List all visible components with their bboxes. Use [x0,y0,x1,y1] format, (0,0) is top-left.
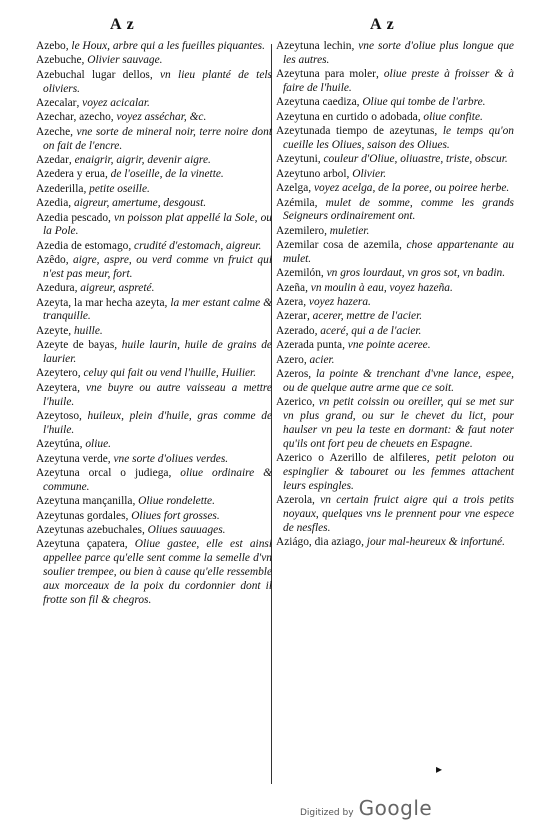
entry-headword: Azeytuna mançanilla [36,495,133,508]
entry-definition: , huileux, plein d'huile, gras comme de l'huile. [43,410,272,436]
dictionary-entry [36,197,272,211]
entry-definition: , Oliue qui tombe de l'arbre. [356,96,486,109]
dictionary-entry [36,254,272,282]
entry-headword: Azero [276,353,304,366]
entry-definition: , vn gros lourdaut, vn gros sot, vn badin. [320,267,506,280]
dictionary-entry [36,510,272,524]
entry-headword: Azeytuna verde [36,452,108,465]
entry-definition: , acier. [303,353,335,366]
dictionary-entry [36,183,272,197]
entry-definition: , Oliue gastee, elle est ainsi appellee parce qu'elle sent comme la semelle d'vn soulier trempee, ou bien à cause qu'elle ressemble aux morceaux de la poix du cordonnier dont il frotte son fil & chegros. [43,538,272,606]
dictionary-entry [36,212,272,240]
entry-headword: Azerico [276,396,313,409]
entry-definition: , vne buyre ou autre vaisseau a mettre l'huile. [43,381,272,408]
entry-definition: , aigre, aspre, ou verd comme vn fruict qui n'est pas meur, fort. [43,254,272,280]
dictionary-entry [276,267,514,281]
entry-headword: Azemilar cosa de azemila [276,239,399,252]
entry-definition: , vn lieu planté de tels oliviers. [43,68,272,95]
entry-headword: Azeytúna [36,438,80,451]
dictionary-entry [36,126,272,154]
dictionary-entry [36,282,272,296]
entry-definition: , celuy qui fait ou vend l'huille, Huilier. [77,367,257,380]
entry-headword: Azeytunas azebuchales [36,523,142,536]
dictionary-entry [276,197,514,225]
entry-definition: , Oliue rondelette. [132,495,215,508]
entry-definition: , Oliues fort grosses. [125,509,220,522]
dictionary-entry [276,325,514,339]
entry-headword: Azeytera [36,381,78,394]
dictionary-entry [276,125,514,153]
entry-headword: Azeytuna para moler [276,68,376,81]
entry-headword: Azeros [276,368,309,381]
entry-headword: Azeytunada tiempo de azeytunas [276,125,435,138]
entry-headword: Azeytuna çapatera [36,538,125,551]
entry-definition: , petit peloton ou espinglier & tabouret ou les femmes attachent leurs espingles. [283,451,514,492]
dictionary-entry [36,339,272,367]
entry-definition: , vne sorte de mineral noir, terre noire dont on fait de l'encre. [43,125,272,152]
entry-headword: Azerico o Azerillo de alfileres [276,451,427,464]
dictionary-entry [36,382,272,410]
dictionary-entry [36,325,272,339]
entry-definition: , oliue. [79,438,111,451]
entry-headword: Azedia de estomago [36,239,129,252]
right-column [276,40,514,550]
entry-definition: , aigreur, aspreté. [74,282,155,295]
entry-headword: Azerado [276,324,315,337]
entry-headword: Azebuchal lugar dellos [36,68,150,81]
entry-definition: , Olivier. [346,167,387,180]
dictionary-entry [276,153,514,167]
entry-headword: Azeche [36,125,71,138]
entry-headword: Azerar [276,310,307,323]
entry-headword: Azeytero [36,367,78,380]
entry-definition: , oliue preste à froisser & à faire de l'huile. [283,68,514,94]
entry-definition: , petite oseille. [83,182,150,195]
dictionary-entry [36,154,272,168]
entry-headword: Azebo [36,40,66,52]
entry-definition: , oliue confite. [417,110,483,123]
entry-definition: , la mer estant calme & tranquille. [43,296,272,323]
entry-headword: Azedia pescado [36,211,109,224]
dictionary-entry [36,168,272,182]
dictionary-entry [276,368,514,396]
dictionary-entry [276,182,514,196]
entry-definition: , mulet de somme, comme les grands Seigneurs ordinairement ont. [283,196,514,223]
entry-headword: Azerola [276,493,313,506]
entry-headword: Azebuche [36,54,82,67]
dictionary-entry [276,536,514,550]
dictionary-entry [36,69,272,97]
entry-headword: Azeytuna en curtido o adobada [276,110,418,123]
entry-headword: Azeyte [36,324,69,337]
entry-headword: Azeytoso [36,410,80,422]
dictionary-entry [276,452,514,493]
entry-definition: , Olivier sauvage. [81,54,163,67]
entry-definition: , crudité d'estomach, aigreur. [128,239,262,252]
digitized-label: Digitized by [300,808,354,818]
dictionary-entry [276,339,514,353]
left-running-header: A z [110,16,135,33]
left-column [36,40,272,608]
entry-headword: Azeyte de bayas [36,339,115,352]
dictionary-entry [276,239,514,267]
entry-definition: , vne sorte d'oliue plus longue que les autres. [283,40,514,66]
entry-definition: , voyez hazera. [303,296,371,309]
entry-definition: , couleur d'Oliue, oliuastre, triste, obscur. [317,153,508,166]
entry-definition: , huille. [68,324,103,337]
entry-headword: Azeytuna caediza [276,96,357,109]
dictionary-entry [36,240,272,254]
dictionary-entry [276,354,514,368]
entry-headword: Azeytuna orcal o judiega [36,466,169,479]
entry-headword: Azeña [276,281,306,294]
dictionary-entry [276,494,514,535]
dictionary-entry [36,54,272,68]
entry-definition: , vn petit coissin ou oreiller, qui se met sur vn plus grand, ou sur le chevet du lict, pour haulser vn peu la teste en dormant: & faut noter qu'ils ont fort peu de cheuets en Espagne. [283,396,514,450]
dictionary-entry [36,111,272,125]
entry-definition: , vne sorte d'oliues verdes. [107,452,229,465]
entry-definition: , acerer, mettre de l'acier. [306,310,423,323]
entry-headword: Azechar, azecho [36,111,111,124]
entry-definition: , vn poisson plat appellé la Sole, ou la Pole. [43,211,272,238]
dictionary-entry [36,524,272,538]
dictionary-entry [276,168,514,182]
entry-definition: , vn moulin à eau, voyez hazeña. [305,281,453,294]
entry-definition: , la pointe & trenchant d'vne lance, espee, ou de quelque autre arme que ce soit. [283,368,514,394]
entry-definition: , de l'oseille, de la vinette. [104,168,224,181]
entry-headword: Azerada punta [276,339,343,352]
dictionary-entry [36,453,272,467]
entry-definition: , huile laurin, huile de grains de laurier. [43,339,272,366]
dictionary-entry [36,495,272,509]
entry-definition: , aceré, qui a de l'acier. [314,324,422,337]
entry-headword: Azedura [36,282,75,295]
dictionary-entry [36,40,272,54]
entry-definition: , aigreur, amertume, desgoust. [68,197,207,210]
entry-headword: Azeytunas gordales [36,509,126,522]
dictionary-entry [276,225,514,239]
entry-headword: Azeytuno arbol [276,167,347,180]
dictionary-entry [36,410,272,438]
entry-definition: , voyez asséchar, &c. [110,111,207,124]
dictionary-entry [276,68,514,96]
entry-headword: Azedera y erua [36,168,105,181]
entry-headword: Azemilón [276,267,321,280]
dictionary-entry [276,310,514,324]
entry-definition: , le temps qu'on cueille les Oliues, saison des Oliues. [283,125,515,151]
entry-headword: Azederilla [36,182,84,195]
entry-definition: , voyez acicalar. [76,96,150,109]
entry-definition: , chose appartenante au mulet. [283,239,514,265]
entry-definition: , Oliues sauuages. [141,523,226,536]
entry-headword: Azera [276,296,304,309]
entry-headword: Azemilero [276,224,325,237]
entry-headword: Azémila [276,196,315,209]
entry-headword: Azeyta, la mar hecha azeyta [36,296,165,309]
dictionary-entry [276,396,514,451]
dictionary-entry [276,40,514,68]
dictionary-entry [36,97,272,111]
google-logo: Google [358,796,433,820]
dictionary-entry [276,296,514,310]
dictionary-entry [36,438,272,452]
entry-headword: Azecalar [36,96,77,109]
dictionary-entry [276,111,514,125]
end-mark-icon: ▸ [436,762,443,776]
entry-headword: Azêdo [36,254,66,267]
entry-definition: , vn certain fruict aigre qui a trois petits noyaux, quelques vns le prennent pour vne espece de nesfles. [283,493,514,534]
digitized-footer [300,796,432,820]
entry-definition: , vne pointe aceree. [342,339,431,352]
dictionary-entry [36,467,272,495]
dictionary-entry [36,538,272,607]
entry-definition: , enaigrir, aigrir, devenir aigre. [68,153,211,166]
entry-headword: Azedia [36,197,69,210]
entry-headword: Azedar [36,153,69,166]
entry-definition: , oliue ordinaire & commune. [43,466,272,493]
entry-headword: Aziágo, dia aziago [276,535,362,548]
entry-headword: Azelga [276,182,309,195]
dictionary-entry [276,282,514,296]
entry-definition: , muletier. [324,224,370,237]
dictionary-entry [276,96,514,110]
entry-definition: , voyez acelga, de la poree, ou poiree herbe. [308,182,510,195]
right-running-header: A z [370,16,395,33]
entry-headword: Azeytuni [276,153,318,166]
entry-headword: Azeytuna lechin [276,40,352,52]
dictionary-entry [36,367,272,381]
dictionary-entry [36,297,272,325]
entry-definition: , le Houx, arbre qui a les fueilles piquantes. [65,40,265,52]
entry-definition: , jour mal-heureux & infortuné. [361,535,505,548]
